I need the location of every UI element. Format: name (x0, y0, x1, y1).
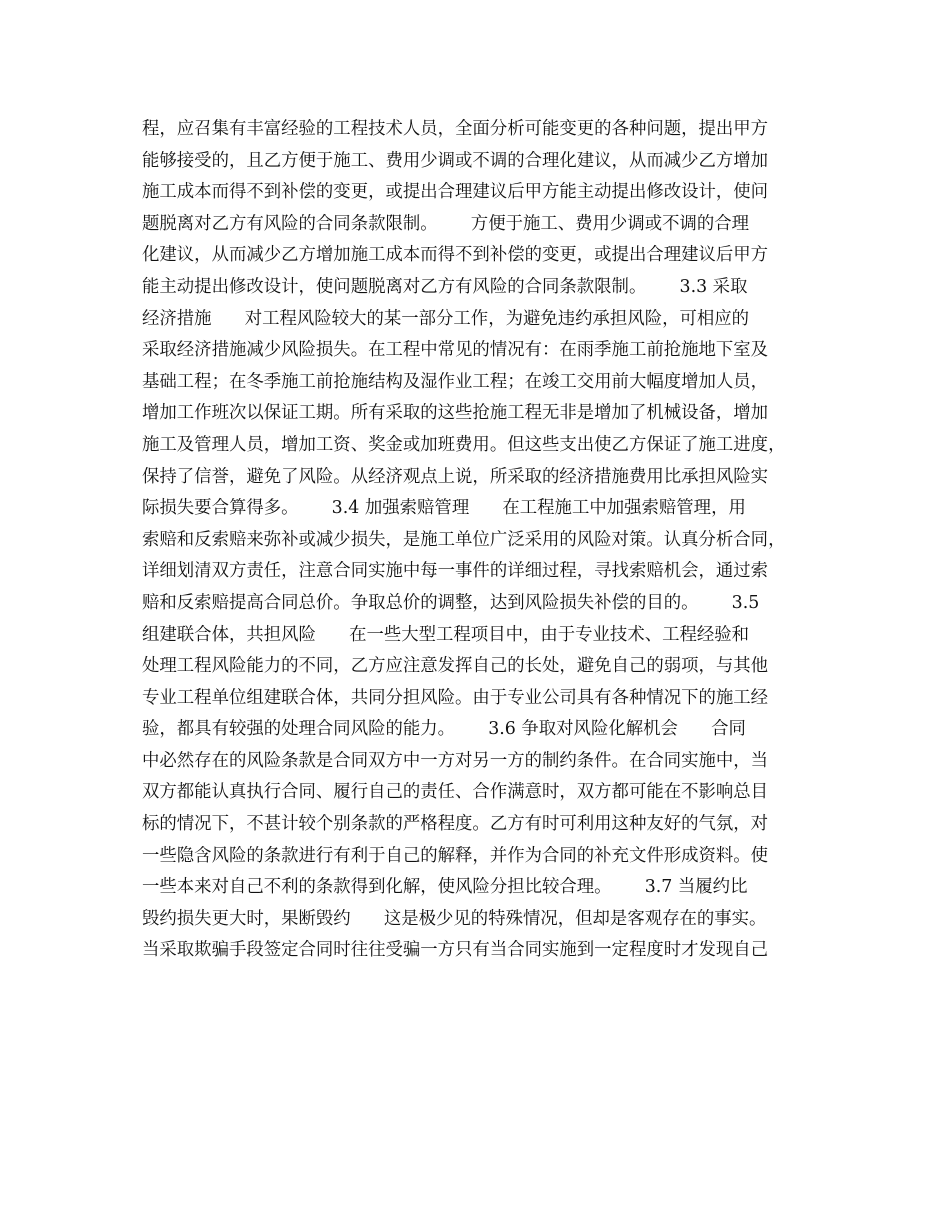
text-line: 一些隐含风险的条款进行有利于自己的解释，并作为合同的补充文件形成资料。使 (142, 845, 769, 866)
text-line: 双方都能认真执行合同、履行自己的责任、合作满意时，双方都可能在不影响总目 (142, 782, 769, 803)
body-text (142, 114, 832, 967)
text-line: 能主动提出修改设计，使问题脱离对乙方有风险的合同条款限制。 3.3 采取 (142, 276, 748, 297)
text-line: 际损失要合算得多。 3.4 加强索赔管理 在工程施工中加强索赔管理，用 (142, 498, 746, 519)
text-line: 基础工程；在冬季施工前抢施结构及湿作业工程；在竣工交用前大幅度增加人员， (142, 371, 769, 392)
text-line: 索赔和反索赔来弥补或减少损失，是施工单位广泛采用的风险对策。认真分析合同， (142, 529, 786, 550)
text-line: 组建联合体，共担风险 在一些大型工程项目中，由于专业技术、工程经验和 (142, 624, 750, 645)
text-line: 施工及管理人员，增加工资、奖金或加班费用。但这些支出使乙方保证了施工进度， (142, 434, 786, 455)
text-line: 题脱离对乙方有风险的合同条款限制。 方便于施工、费用少调或不调的合理 (142, 213, 750, 234)
text-line: 中必然存在的风险条款是合同双方中一方对另一方的制约条件。在合同实施中，当 (142, 750, 769, 771)
text-line: 经济措施 对工程风险较大的某一部分工作，为避免违约承担风险，可相应的 (142, 308, 750, 329)
text-line: 详细划清双方责任，注意合同实施中每一事件的详细过程，寻找索赔机会，通过索 (142, 561, 769, 582)
text-line: 赔和反索赔提高合同总价。争取总价的调整，达到风险损失补偿的目的。 3.5 (142, 592, 760, 613)
text-line: 当采取欺骗手段签定合同时往往受骗一方只有当合同实施到一定程度时才发现自己 (142, 940, 769, 961)
text-line: 验，都具有较强的处理合同风险的能力。 3.6 争取对风险化解机会 合同 (142, 719, 746, 740)
text-line: 处理工程风险能力的不同，乙方应注意发挥自己的长处，避免自己的弱项，与其他 (142, 656, 769, 677)
text-line: 能够接受的，且乙方便于施工、费用少调或不调的合理化建议，从而减少乙方增加 (142, 150, 769, 171)
text-line: 保持了信誉，避免了风险。从经济观点上说，所采取的经济措施费用比承担风险实 (142, 466, 769, 487)
text-line: 施工成本而得不到补偿的变更，或提出合理建议后甲方能主动提出修改设计，使问 (142, 182, 769, 203)
text-line: 增加工作班次以保证工期。所有采取的这些抢施工程无非是增加了机械设备，增加 (142, 403, 769, 424)
text-line: 标的情况下，不甚计较个别条款的严格程度。乙方有时可利用这种友好的气氛，对 (142, 814, 769, 835)
text-line: 专业工程单位组建联合体，共同分担风险。由于专业公司具有各种情况下的施工经 (142, 687, 769, 708)
text-line: 采取经济措施减少风险损失。在工程中常见的情况有：在雨季施工前抢施地下室及 (142, 340, 769, 361)
text-line: 化建议，从而减少乙方增加施工成本而得不到补偿的变更，或提出合理建议后甲方 (142, 245, 769, 266)
text-line: 一些本来对自己不利的条款得到化解，使风险分担比较合理。 3.7 当履约比 (142, 877, 748, 898)
text-line: 毁约损失更大时，果断毁约 这是极少见的特殊情况，但却是客观存在的事实。 (142, 908, 767, 929)
text-line: 程，应召集有丰富经验的工程技术人员，全面分析可能变更的各种问题，提出甲方 (142, 119, 769, 139)
